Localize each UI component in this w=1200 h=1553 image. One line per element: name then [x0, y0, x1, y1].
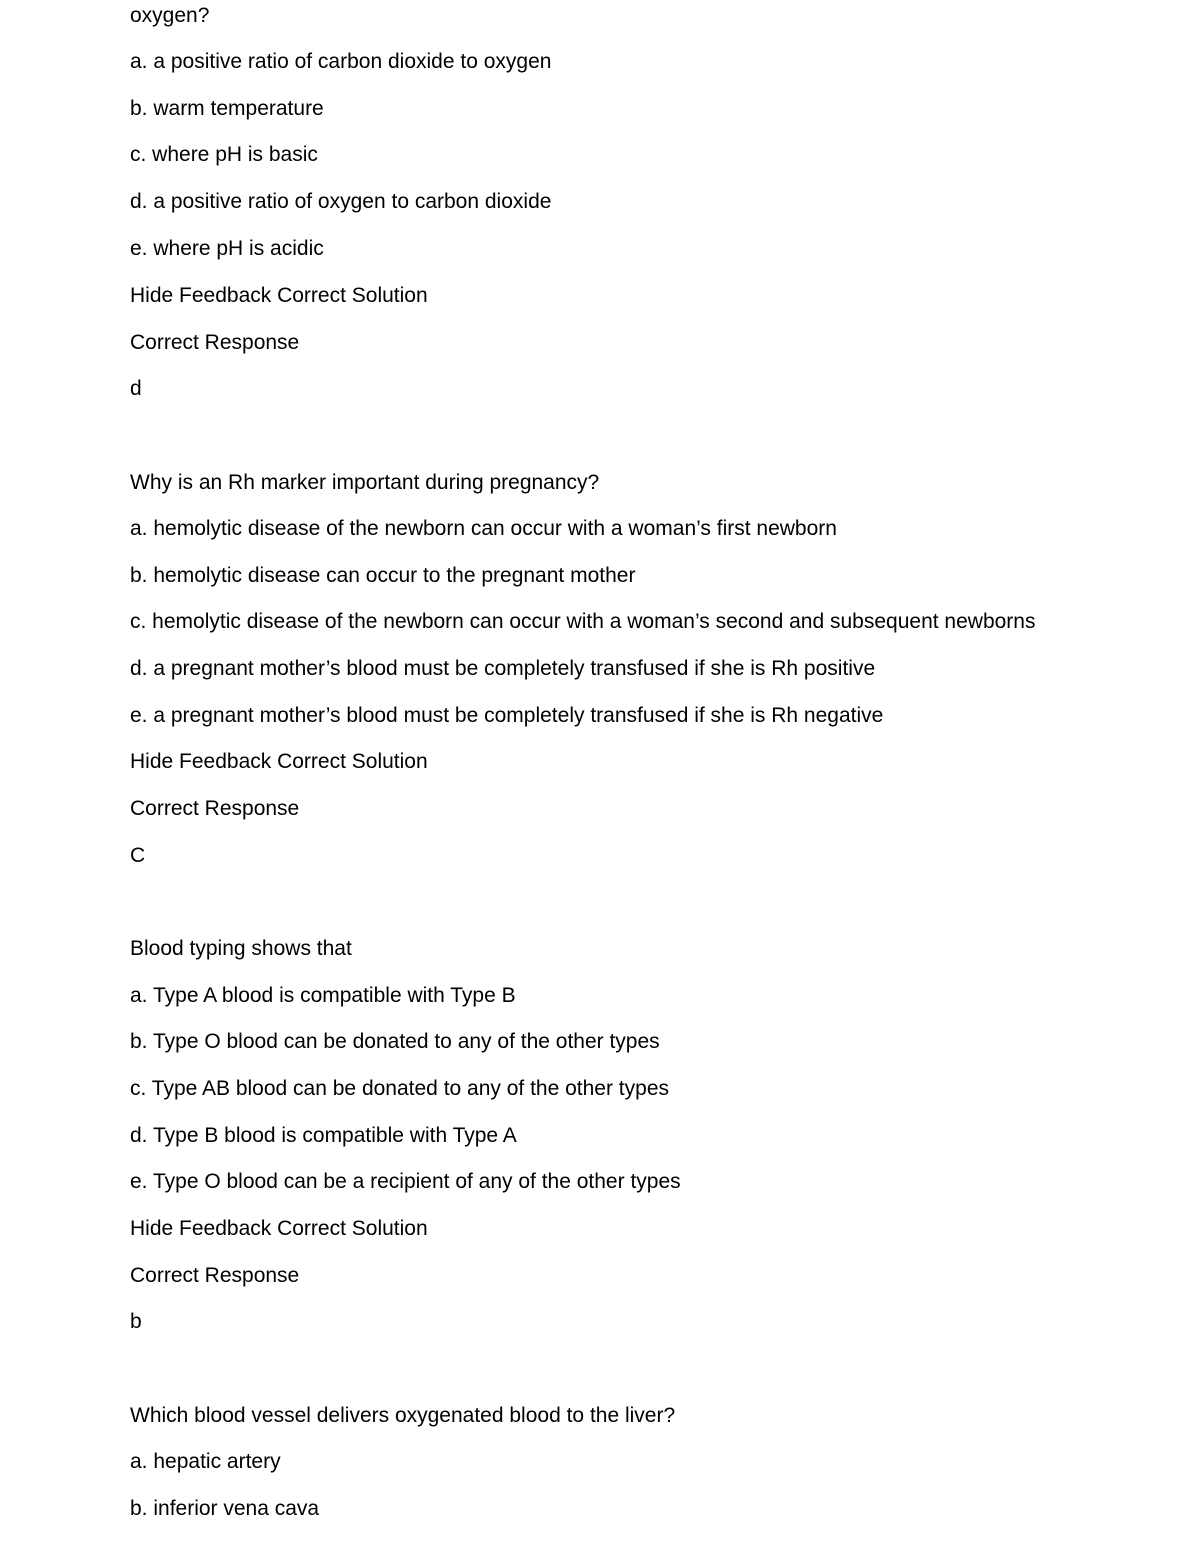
question-text: oxygen? [130, 4, 210, 27]
option-a: a. hemolytic disease of the newborn can occur with a woman’s first newborn [130, 517, 837, 540]
correct-answer: b [130, 1310, 142, 1333]
option-d: d. a pregnant mother’s blood must be completely transfused if she is Rh positive [130, 657, 876, 680]
correct-response-label: Correct Response [130, 797, 300, 820]
option-a: a. hepatic artery [130, 1450, 281, 1473]
option-e: e. a pregnant mother’s blood must be completely transfused if she is Rh negative [130, 704, 884, 727]
option-d: d. Type B blood is compatible with Type A [130, 1124, 517, 1147]
question-text: Why is an Rh marker important during pregnancy? [130, 471, 600, 494]
option-b: b. inferior vena cava [130, 1497, 320, 1520]
option-c: c. Type AB blood can be donated to any of the other types [130, 1077, 669, 1100]
option-a: a. a positive ratio of carbon dioxide to oxygen [130, 50, 552, 73]
feedback-label: Hide Feedback Correct Solution [130, 750, 428, 773]
correct-answer: C [130, 844, 146, 867]
option-d: d. a positive ratio of oxygen to carbon dioxide [130, 190, 552, 213]
question-text: Which blood vessel delivers oxygenated blood to the liver? [130, 1404, 676, 1427]
option-b: b. Type O blood can be donated to any of the other types [130, 1030, 660, 1053]
question-text: Blood typing shows that [130, 937, 352, 960]
option-b: b. warm temperature [130, 97, 324, 120]
option-c: c. where pH is basic [130, 143, 318, 166]
correct-response-label: Correct Response [130, 1264, 300, 1287]
correct-answer: d [130, 377, 142, 400]
feedback-label: Hide Feedback Correct Solution [130, 284, 428, 307]
correct-response-label: Correct Response [130, 331, 300, 354]
option-c: c. hemolytic disease of the newborn can occur with a woman’s second and subsequent newborns [130, 610, 1036, 633]
feedback-label: Hide Feedback Correct Solution [130, 1217, 428, 1240]
option-a: a. Type A blood is compatible with Type B [130, 984, 516, 1007]
option-b: b. hemolytic disease can occur to the pregnant mother [130, 564, 636, 587]
option-e: e. where pH is acidic [130, 237, 324, 260]
option-e: e. Type O blood can be a recipient of any of the other types [130, 1170, 681, 1193]
